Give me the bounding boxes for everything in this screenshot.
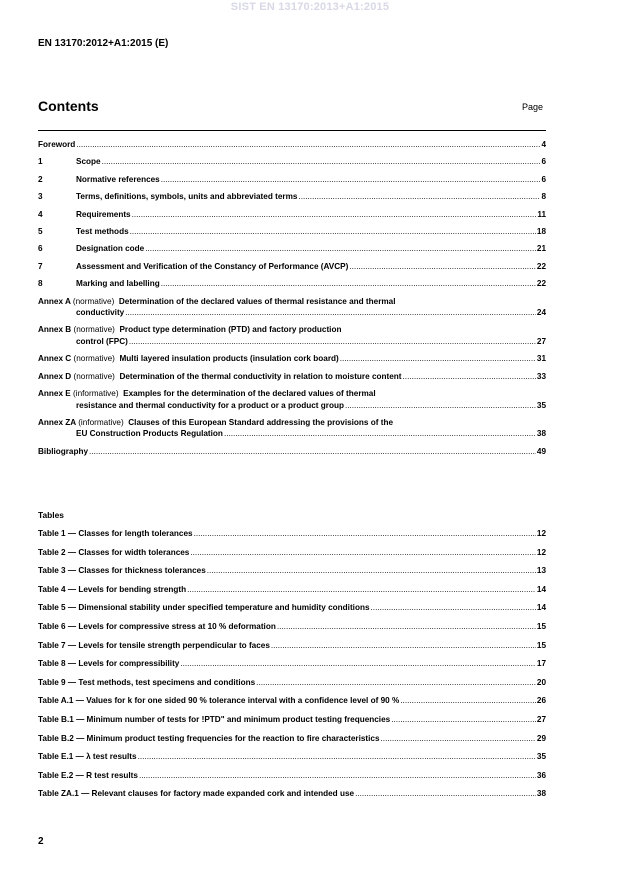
table-list-entry[interactable] xyxy=(38,715,546,725)
leader-dots xyxy=(129,337,536,347)
table-title: Table ZA.1 — Relevant clauses for factory made expanded cork and intended use xyxy=(38,789,355,799)
table-of-contents xyxy=(38,140,546,464)
table-title: Table 6 — Levels for compressive stress at 10 % deformation xyxy=(38,621,276,631)
toc-title: Terms, definitions, symbols, units and abbreviated terms xyxy=(76,192,298,202)
leader-dots xyxy=(371,603,536,613)
table-title: Table 5 — Dimensional stability under specified temperature and humidity conditions xyxy=(38,603,370,613)
toc-page: 31 xyxy=(536,354,546,364)
leader-dots xyxy=(207,566,536,576)
table-title: Table 1 — Classes for length tolerances xyxy=(38,529,193,538)
annex-title-line2: EU Construction Products Regulation xyxy=(76,429,223,439)
table-title: Table 9 — Test methods, test specimens and conditions xyxy=(38,677,256,687)
annex-title-line1: Determination of the thermal conductivity in relation to moisture content xyxy=(119,371,402,381)
toc-entry[interactable] xyxy=(38,175,546,185)
leader-dots xyxy=(381,734,536,744)
toc-entry[interactable] xyxy=(38,192,546,202)
table-list-entry[interactable] xyxy=(38,603,546,613)
toc-page: 21 xyxy=(536,244,546,254)
table-list-entry[interactable] xyxy=(38,789,546,799)
table-list-entry[interactable] xyxy=(38,696,546,706)
annex-label: Annex ZA xyxy=(38,417,76,427)
watermark: SIST EN 13170:2013+A1:2015 xyxy=(230,1,390,13)
toc-number: 5 xyxy=(38,226,43,236)
leader-dots xyxy=(130,227,536,237)
leader-dots xyxy=(403,372,536,382)
table-list-entry[interactable] xyxy=(38,641,546,651)
toc-number: 8 xyxy=(38,279,43,289)
leader-dots xyxy=(132,210,537,220)
annex-label: Annex A xyxy=(38,296,71,306)
toc-number: 1 xyxy=(38,157,43,167)
leader-dots xyxy=(224,429,536,439)
leader-dots xyxy=(161,175,541,185)
page-number: 2 xyxy=(38,836,44,847)
toc-page: 49 xyxy=(536,446,546,456)
leader-dots xyxy=(138,752,536,762)
leader-dots xyxy=(187,585,536,595)
toc-title: Marking and labelling xyxy=(76,279,160,289)
annex-title-line1: Examples for the determination of the declared values of thermal xyxy=(123,389,376,399)
leader-dots xyxy=(145,244,536,254)
leader-dots xyxy=(139,771,536,781)
annex-label: Annex B xyxy=(38,325,72,335)
table-title: Table 7 — Levels for tensile strength perpendicular to faces xyxy=(38,640,270,650)
table-title: Table 2 — Classes for width tolerances xyxy=(38,547,190,557)
table-list-entry[interactable] xyxy=(38,529,546,539)
table-title: Table 4 — Levels for bending strength xyxy=(38,584,187,594)
table-page: 20 xyxy=(536,677,546,687)
leader-dots xyxy=(89,447,536,457)
leader-dots xyxy=(271,641,536,651)
toc-annex-entry[interactable] xyxy=(38,418,546,440)
toc-annex-entry[interactable] xyxy=(38,354,546,364)
toc-page: 18 xyxy=(536,226,546,236)
table-page: 14 xyxy=(536,584,546,594)
toc-title: Bibliography xyxy=(38,446,89,456)
toc-annex-entry[interactable] xyxy=(38,372,546,382)
annex-title-line1: Determination of the declared values of thermal resistance and thermal xyxy=(118,296,396,306)
table-list-entry[interactable] xyxy=(38,548,546,558)
toc-title: Scope xyxy=(76,157,101,167)
heading-rule xyxy=(38,130,546,131)
table-title: Table B.1 — Minimum number of tests for !PTD" and minimum product testing frequencies xyxy=(38,714,391,724)
annex-type: (normative) xyxy=(73,325,115,335)
leader-dots xyxy=(340,354,536,364)
leader-dots xyxy=(102,157,541,167)
toc-entry[interactable] xyxy=(38,279,546,289)
toc-entry[interactable] xyxy=(38,227,546,237)
toc-page: 11 xyxy=(537,209,546,219)
leader-dots xyxy=(256,678,536,688)
toc-entry[interactable] xyxy=(38,210,546,220)
leader-dots xyxy=(298,192,540,202)
toc-page: 33 xyxy=(536,371,546,381)
annex-label: Annex D xyxy=(38,371,72,381)
table-page: 12 xyxy=(536,547,546,557)
toc-title: Test methods xyxy=(76,226,129,236)
table-title: Table 3 — Classes for thickness tolerances xyxy=(38,566,206,576)
toc-number: 2 xyxy=(38,174,43,184)
table-title: Table E.1 — λ test results xyxy=(38,752,137,762)
table-list-entry[interactable] xyxy=(38,585,546,595)
toc-page: 38 xyxy=(536,429,546,439)
leader-dots xyxy=(391,715,536,725)
annex-title-line2: control (FPC) xyxy=(76,336,128,346)
table-list-entry[interactable] xyxy=(38,622,546,632)
table-title: Table A.1 — Values for k for one sided 90 % tolerance interval with a confidence level of 90 % xyxy=(38,696,400,706)
standard-id: EN 13170:2012+A1:2015 (E) xyxy=(38,38,169,49)
contents-heading: Contents xyxy=(38,98,99,114)
table-title: Table B.2 — Minimum product testing frequencies for the reaction to fire characteristics xyxy=(38,733,380,743)
toc-entry[interactable] xyxy=(38,244,546,254)
toc-page: 22 xyxy=(536,279,546,289)
table-list-entry[interactable] xyxy=(38,678,546,688)
leader-dots xyxy=(125,308,536,318)
toc-page: 4 xyxy=(541,140,546,149)
toc-page: 24 xyxy=(536,308,546,318)
leader-dots xyxy=(190,548,536,558)
leader-dots xyxy=(400,696,536,706)
table-page: 15 xyxy=(536,621,546,631)
table-page: 17 xyxy=(536,659,546,669)
table-page: 26 xyxy=(536,696,546,706)
toc-number: 4 xyxy=(38,209,43,219)
leader-dots xyxy=(161,279,536,289)
toc-annex-entry[interactable] xyxy=(38,297,546,319)
toc-title: Designation code xyxy=(76,244,145,254)
toc-title: Requirements xyxy=(76,209,131,219)
toc-entry[interactable] xyxy=(38,157,546,167)
leader-dots xyxy=(180,659,536,669)
toc-title: Foreword xyxy=(38,140,76,149)
page-column-label: Page xyxy=(522,102,544,112)
toc-number: 3 xyxy=(38,192,43,202)
toc-page: 6 xyxy=(541,174,546,184)
table-page: 38 xyxy=(536,789,546,799)
table-page: 36 xyxy=(536,770,546,780)
toc-number: 7 xyxy=(38,261,43,271)
table-title: Table 8 — Levels for compressibility xyxy=(38,659,180,669)
leader-dots xyxy=(76,140,540,150)
table-page: 13 xyxy=(536,566,546,576)
toc-annex-entry[interactable] xyxy=(38,325,546,347)
leader-dots xyxy=(345,401,536,411)
toc-page: 22 xyxy=(536,261,546,271)
toc-number: 6 xyxy=(38,244,43,254)
table-page: 35 xyxy=(536,752,546,762)
tables-heading: Tables xyxy=(38,510,64,520)
toc-entry-bibliography[interactable] xyxy=(38,447,546,457)
toc-page: 8 xyxy=(541,192,546,202)
table-list-entry[interactable] xyxy=(38,566,546,576)
toc-page: 35 xyxy=(536,400,546,410)
leader-dots xyxy=(277,622,536,632)
annex-label: Annex E xyxy=(38,389,71,399)
annex-type: (informative) xyxy=(78,417,124,427)
annex-type: (normative) xyxy=(72,296,115,306)
annex-type: (normative) xyxy=(73,354,115,364)
annex-title-line1: Product type determination (PTD) and factory production xyxy=(119,325,342,335)
toc-title: Normative references xyxy=(76,174,160,184)
toc-entry[interactable] xyxy=(38,262,546,272)
annex-title-line1: Multi layered insulation products (insulation cork board) xyxy=(119,354,339,364)
annex-type: (normative) xyxy=(73,371,115,381)
table-title: Table E.2 — R test results xyxy=(38,770,138,780)
toc-annex-entry[interactable] xyxy=(38,389,546,411)
table-list-entry[interactable] xyxy=(38,734,546,744)
annex-title-line2: resistance and thermal conductivity for a product or a product group xyxy=(76,400,344,410)
table-list-entry[interactable] xyxy=(38,771,546,781)
annex-label: Annex C xyxy=(38,354,72,364)
table-page: 12 xyxy=(536,529,546,538)
table-list-entry[interactable] xyxy=(38,752,546,762)
leader-dots xyxy=(194,529,536,539)
toc-page: 6 xyxy=(541,157,546,167)
table-page: 27 xyxy=(536,714,546,724)
table-page: 15 xyxy=(536,640,546,650)
table-list-entry[interactable] xyxy=(38,659,546,669)
table-page: 14 xyxy=(536,603,546,613)
leader-dots xyxy=(349,262,536,272)
annex-title-line2: conductivity xyxy=(76,308,125,318)
list-of-tables xyxy=(38,529,546,808)
toc-page: 27 xyxy=(536,336,546,346)
toc-entry[interactable] xyxy=(38,140,546,150)
annex-title-line1: Clauses of this European Standard addressing the provisions of the xyxy=(128,417,394,427)
table-page: 29 xyxy=(536,733,546,743)
annex-type: (informative) xyxy=(73,389,119,399)
leader-dots xyxy=(355,789,536,799)
toc-title: Assessment and Verification of the Constancy of Performance (AVCP) xyxy=(76,261,349,271)
